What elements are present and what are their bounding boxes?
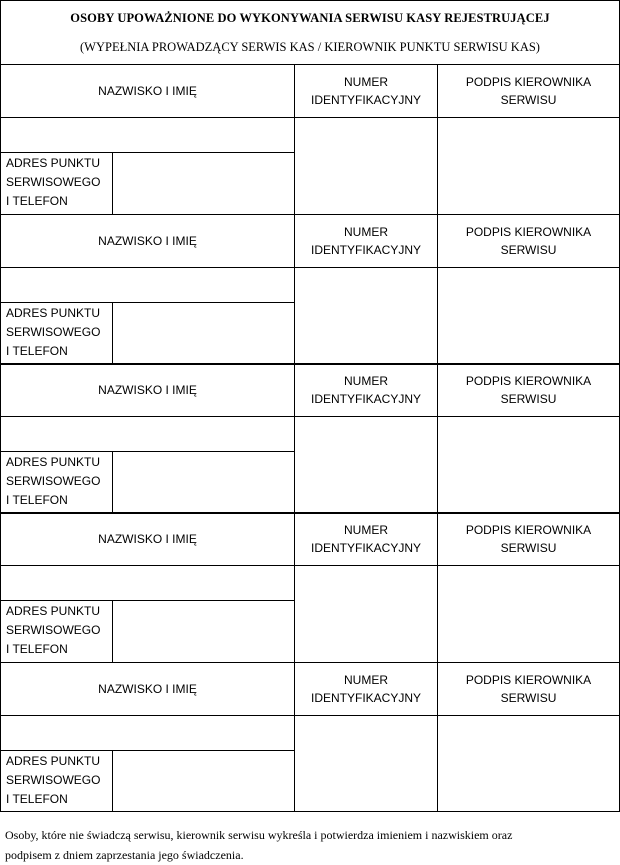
header-box [0, 0, 620, 65]
address-label-line2: SERWISOWEGO [6, 325, 101, 339]
column-header-name-label: NAZWISKO I IMIĘ [98, 383, 197, 397]
column-header-name [0, 214, 295, 268]
column-header-name-label: NAZWISKO I IMIĘ [98, 234, 197, 248]
column-header-signature-line1: PODPIS KIEROWNIKA [465, 374, 592, 388]
column-header-signature-line1: PODPIS KIEROWNIKA [465, 75, 592, 89]
column-header-signature-line1: PODPIS KIEROWNIKA [465, 225, 592, 239]
column-header-name [0, 512, 295, 566]
column-header-signature [437, 512, 620, 566]
address-label-line1: ADRES PUNKTU [6, 455, 101, 469]
address-label [0, 600, 113, 663]
column-header-signature-line2: SERWISU [500, 541, 557, 555]
column-header-id-line1: NUMER [344, 673, 388, 687]
column-header-signature [437, 64, 620, 118]
column-header-id [294, 214, 438, 268]
column-header-name [0, 64, 295, 118]
person-block [0, 662, 620, 812]
id-number-cell[interactable] [294, 565, 438, 663]
column-header-signature-line1: PODPIS KIEROWNIKA [465, 673, 592, 687]
address-label-line1: ADRES PUNKTU [6, 156, 101, 170]
name-input-cell[interactable] [0, 715, 295, 751]
column-header-id-line1: NUMER [344, 225, 388, 239]
column-header-id-line1: NUMER [344, 523, 388, 537]
column-header-id-line2: IDENTYFIKACYJNY [310, 243, 421, 257]
form-title: OSOBY UPOWAŻNIONE DO WYKONYWANIA SERWISU KASY REJESTRUJĄCEJ [70, 11, 550, 25]
column-header-id-line1: NUMER [344, 75, 388, 89]
address-label-line3: I TELEFON [6, 792, 68, 806]
footer-note [5, 825, 615, 865]
column-header-name-label: NAZWISKO I IMIĘ [98, 532, 197, 546]
column-header-id-line2: IDENTYFIKACYJNY [310, 392, 421, 406]
address-label [0, 302, 113, 365]
column-header-id-line2: IDENTYFIKACYJNY [310, 541, 421, 555]
address-label-line2: SERWISOWEGO [6, 773, 101, 787]
column-header-signature-line2: SERWISU [500, 93, 557, 107]
address-input-cell[interactable] [112, 451, 295, 514]
column-header-name [0, 662, 295, 716]
address-input-cell[interactable] [112, 302, 295, 365]
address-label [0, 451, 113, 514]
address-label-line3: I TELEFON [6, 493, 68, 507]
address-label-line1: ADRES PUNKTU [6, 306, 101, 320]
name-input-cell[interactable] [0, 565, 295, 601]
footer-line-2: podpisem z dniem zaprzestania jego świadczenia. [5, 848, 244, 862]
address-input-cell[interactable] [112, 152, 295, 215]
address-label-line3: I TELEFON [6, 642, 68, 656]
name-input-cell[interactable] [0, 267, 295, 303]
address-label-line2: SERWISOWEGO [6, 623, 101, 637]
name-input-cell[interactable] [0, 416, 295, 452]
address-label-line1: ADRES PUNKTU [6, 754, 101, 768]
column-header-id [294, 662, 438, 716]
address-input-cell[interactable] [112, 750, 295, 812]
address-label-line2: SERWISOWEGO [6, 474, 101, 488]
column-header-name-label: NAZWISKO I IMIĘ [98, 84, 197, 98]
column-header-id-line1: NUMER [344, 374, 388, 388]
column-header-signature-line1: PODPIS KIEROWNIKA [465, 523, 592, 537]
column-header-signature-line2: SERWISU [500, 392, 557, 406]
column-header-id-line2: IDENTYFIKACYJNY [310, 691, 421, 705]
signature-cell[interactable] [437, 117, 620, 215]
id-number-cell[interactable] [294, 267, 438, 365]
id-number-cell[interactable] [294, 416, 438, 514]
column-header-id [294, 363, 438, 417]
signature-cell[interactable] [437, 715, 620, 812]
column-header-id-line2: IDENTYFIKACYJNY [310, 93, 421, 107]
address-label-line2: SERWISOWEGO [6, 175, 101, 189]
column-header-signature-line2: SERWISU [500, 691, 557, 705]
signature-cell[interactable] [437, 565, 620, 663]
column-header-signature [437, 363, 620, 417]
column-header-name-label: NAZWISKO I IMIĘ [98, 682, 197, 696]
column-header-signature [437, 662, 620, 716]
column-header-signature-line2: SERWISU [500, 243, 557, 257]
person-block [0, 214, 620, 365]
signature-cell[interactable] [437, 267, 620, 365]
form-subtitle: (WYPEŁNIA PROWADZĄCY SERWIS KAS / KIEROWNIK PUNKTU SERWISU KAS) [80, 40, 540, 54]
person-block [0, 512, 620, 663]
column-header-id [294, 64, 438, 118]
address-label-line3: I TELEFON [6, 344, 68, 358]
person-block [0, 363, 620, 514]
name-input-cell[interactable] [0, 117, 295, 153]
id-number-cell[interactable] [294, 715, 438, 812]
signature-cell[interactable] [437, 416, 620, 514]
address-label-line1: ADRES PUNKTU [6, 604, 101, 618]
column-header-signature [437, 214, 620, 268]
footer-line-1: Osoby, które nie świadczą serwisu, kierownik serwisu wykreśla i potwierdza imieniem i nazwiskiem oraz [5, 828, 513, 842]
id-number-cell[interactable] [294, 117, 438, 215]
column-header-id [294, 512, 438, 566]
address-label [0, 152, 113, 215]
column-header-name [0, 363, 295, 417]
address-input-cell[interactable] [112, 600, 295, 663]
person-block [0, 64, 620, 215]
address-label [0, 750, 113, 812]
address-label-line3: I TELEFON [6, 194, 68, 208]
